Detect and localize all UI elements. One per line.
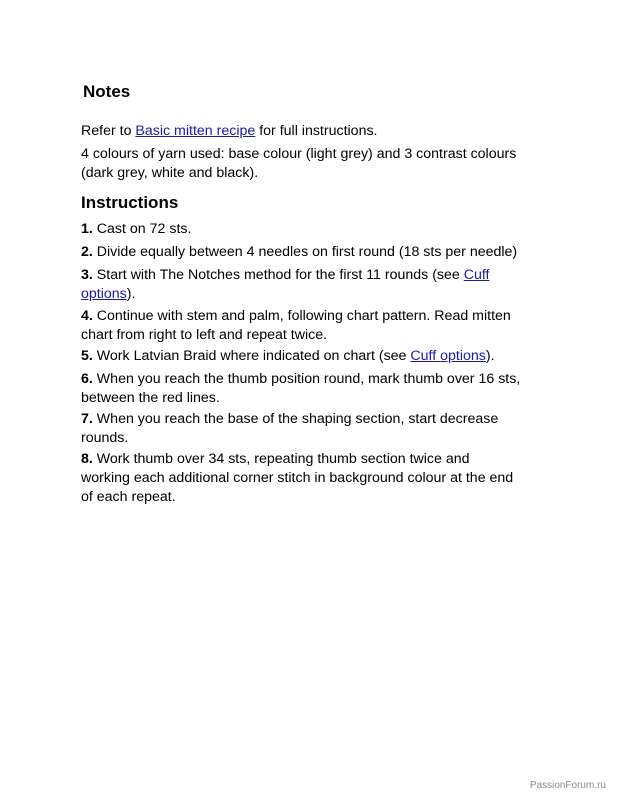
step-3 bbox=[81, 266, 551, 304]
step-number: 4. bbox=[81, 308, 93, 324]
step-number: 1. bbox=[81, 221, 93, 237]
step-7 bbox=[81, 410, 551, 448]
refer-prefix: Refer to bbox=[81, 123, 136, 139]
step-number: 5. bbox=[81, 348, 93, 364]
step-4 bbox=[81, 307, 551, 345]
step-text-end: ). bbox=[485, 348, 495, 364]
step-text: When you reach the base of the shaping section, start decrease bbox=[92, 411, 499, 427]
notes-heading: Notes bbox=[83, 82, 131, 101]
step-text-line-3: of each repeat. bbox=[81, 489, 176, 505]
step-1 bbox=[81, 220, 551, 239]
yarn-line-2: (dark grey, white and black). bbox=[81, 165, 259, 181]
cuff-options-link[interactable]: Cuff bbox=[463, 267, 490, 283]
step-text-line-2: rounds. bbox=[81, 430, 129, 446]
step-5 bbox=[81, 347, 551, 366]
refer-suffix: for full instructions. bbox=[255, 123, 378, 139]
cuff-options-link[interactable]: Cuff options bbox=[410, 348, 486, 364]
step-number: 7. bbox=[81, 411, 93, 427]
step-text: Work thumb over 34 sts, repeating thumb section twice and bbox=[92, 451, 470, 467]
refer-paragraph bbox=[81, 122, 551, 141]
step-text: Work Latvian Braid where indicated on chart (see bbox=[92, 348, 411, 364]
instructions-heading: Instructions bbox=[81, 193, 179, 212]
yarn-paragraph bbox=[81, 145, 551, 183]
step-text-line-2: between the red lines. bbox=[81, 390, 220, 406]
step-number: 3. bbox=[81, 267, 93, 283]
step-text-line-2: chart from right to left and repeat twice. bbox=[81, 327, 328, 343]
step-8 bbox=[81, 450, 551, 507]
step-text: Start with The Notches method for the first 11 rounds (see bbox=[92, 267, 464, 283]
basic-mitten-recipe-link[interactable]: Basic mitten recipe bbox=[135, 123, 256, 139]
step-number: 6. bbox=[81, 371, 93, 387]
watermark: PassionForum.ru bbox=[529, 780, 606, 791]
step-number: 2. bbox=[81, 244, 93, 260]
step-text-line-2: working each additional corner stitch in background colour at the end bbox=[81, 470, 514, 486]
step-6 bbox=[81, 370, 551, 408]
cuff-options-link[interactable]: options bbox=[81, 286, 127, 302]
step-text: When you reach the thumb position round, mark thumb over 16 sts, bbox=[92, 371, 521, 387]
step-number: 8. bbox=[81, 451, 93, 467]
step-text: Cast on 72 sts. bbox=[92, 221, 192, 237]
step-text-end: ). bbox=[126, 286, 136, 302]
yarn-line-1: 4 colours of yarn used: base colour (light grey) and 3 contrast colours bbox=[81, 146, 517, 162]
step-text: Divide equally between 4 needles on first round (18 sts per needle) bbox=[92, 244, 518, 260]
step-2 bbox=[81, 243, 551, 262]
step-text: Continue with stem and palm, following chart pattern. Read mitten bbox=[92, 308, 511, 324]
